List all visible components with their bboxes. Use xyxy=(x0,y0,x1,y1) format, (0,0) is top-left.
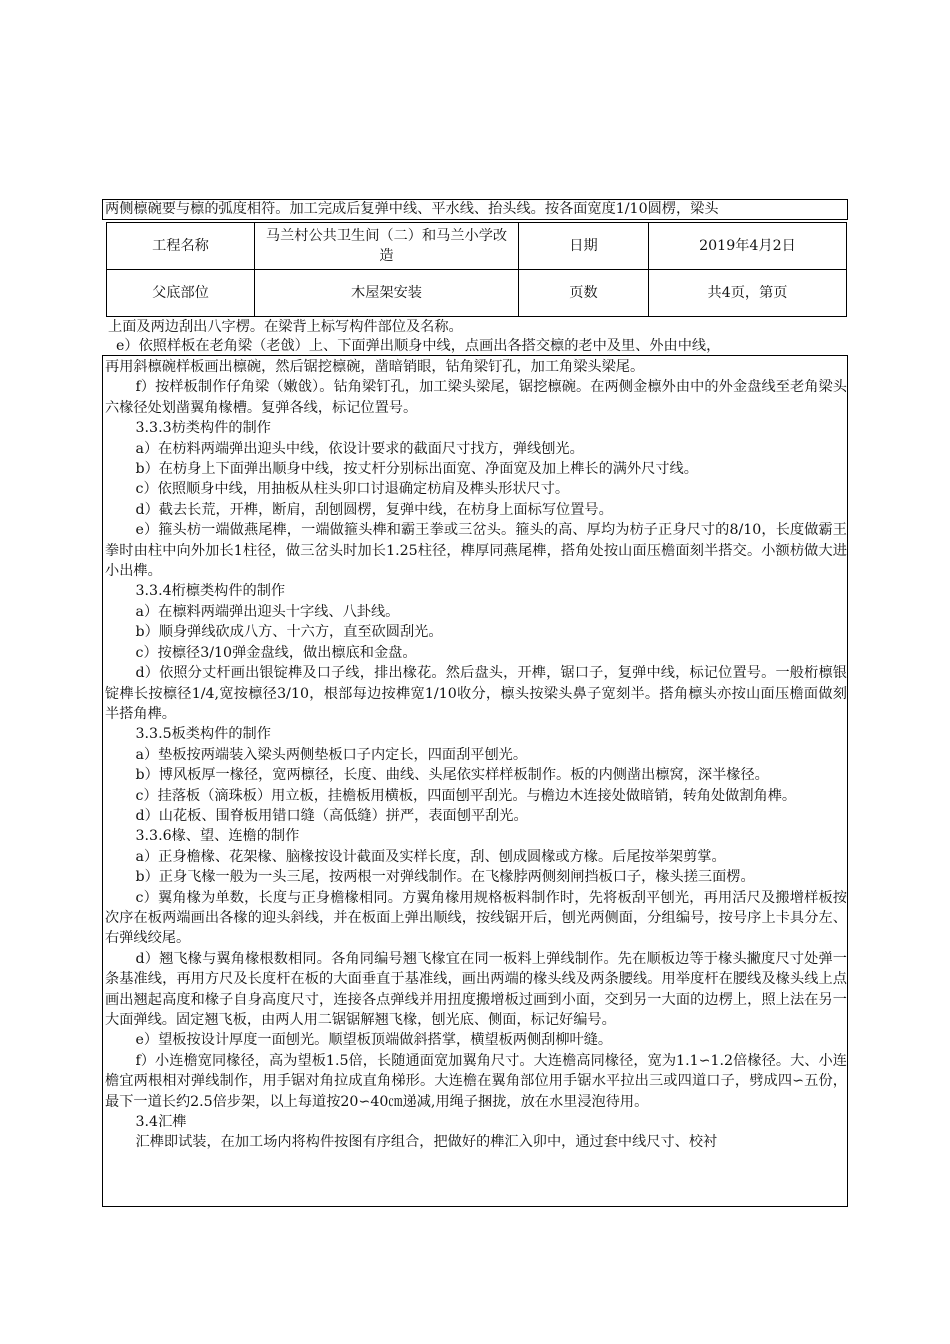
body-paragraph: a）垫板按两端装入梁头两侧垫板口子内定长，四面刮平刨光。 xyxy=(135,746,528,763)
body-paragraph: b）在枋身上下面弹出顺身中线，按丈杆分别标出面宽、净面宽及加上榫长的满外尺寸线。 xyxy=(135,461,698,478)
body-paragraph: a）在枋料两端弹出迎头中线，依设计要求的截面尺寸找方，弹线刨光。 xyxy=(135,440,584,457)
part-label: 父底部位 xyxy=(107,270,255,317)
project-name-value: 马兰村公共卫生间（二）和马兰小学改造 xyxy=(255,223,519,270)
body-paragraph: b）顺身弹线砍成八方、十六方，直至砍圆刮光。 xyxy=(135,624,443,641)
body-paragraph: b）博风板厚一椽径，宽两檩径，长度、曲线、头尾依实样样板制作。板的内侧凿出檩窝，深半椽径。 xyxy=(135,767,769,784)
body-paragraph: c）按檩径3/10弹金盘线，做出檩底和金盘。 xyxy=(135,644,417,661)
body-paragraph: 3.3.6椽、望、连檐的制作 xyxy=(135,828,300,845)
date-value: 2019年4月2日 xyxy=(649,223,847,270)
date-label: 日期 xyxy=(519,223,649,270)
part-value: 木屋架安装 xyxy=(255,270,519,317)
body-paragraph: f）小连檐宽同椽径，高为望板1.5倍，长随通面宽加翼角尺寸。大连檐高同椽径，宽为1.1∽1.2倍椽径。大、小连檐宜两根相对弹线制作，用手锯对角拉成直角梯形。大连檐在翼角部位用手锯水平拉出三或四道口子，劈成四∽五份，最下一道长约2.5倍步架，以上每道按20∽40㎝递减,用绳子捆拢，放在水里浸泡待用。 xyxy=(105,1052,847,1110)
body-paragraph: d）截去长荒，开榫，断肩，刮刨圆楞，复弹中线，在枋身上面标写位置号。 xyxy=(135,501,613,518)
page-count-label: 页数 xyxy=(519,270,649,317)
body-paragraph: d）山花板、围脊板用错口缝（高低缝）拼严，表面刨平刮光。 xyxy=(135,807,528,824)
body-paragraph: 3.4汇榫 xyxy=(135,1114,187,1131)
continued-text-line: 两侧檩碗要与檩的弧度相符。加工完成后复弹中线、平水线、抬头线。按各面宽度1/10圆楞，梁头 xyxy=(102,199,848,220)
body-paragraph: c）翼角椽为单数，长度与正身檐椽相同。方翼角椽用规格板料制作时，先将板刮平刨光，再用活尺及搬增样板按次序在板两端画出各椽的迎头斜线，并在板面上弹出顺线，按线锯开后，刨光两侧面，分组编号，按号序上卡具分左、右弹线绞尾。 xyxy=(105,889,847,947)
page-count-value: 共4页，第页 xyxy=(649,270,847,317)
between-line-1: 上面及两边刮出八字楞。在梁背上标写构件部位及名称。 xyxy=(108,319,463,335)
body-paragraph: 汇榫即试装，在加工场内将构件按图有序组合，把做好的榫汇入卯中，通过套中线尺寸、校衬 xyxy=(135,1134,718,1151)
body-paragraph: e）望板按设计厚度一面刨光。顺望板顶端做斜搭掌，横望板两侧刮柳叶缝。 xyxy=(135,1032,613,1049)
body-paragraph: c）挂落板（滴珠板）用立板，挂檐板用横板，四面刨平刮光。与檐边木连接处做暗销，转角处做割角榫。 xyxy=(135,787,797,804)
body-paragraph: 3.3.5板类构件的制作 xyxy=(135,726,271,743)
project-info-table xyxy=(106,222,847,317)
body-paragraph: a）正身檐椽、花架椽、脑椽按设计截面及实样长度，刮、刨成圆椽或方椽。后尾按举架剪掌。 xyxy=(135,848,726,865)
body-text-box xyxy=(102,355,848,1207)
body-paragraph: e）箍头枋一端做燕尾榫，一端做箍头榫和霸王拳或三岔头。箍头的高、厚均为枋子正身尺寸的8/10，长度做霸王拳时由柱中向外加长1柱径，做三岔头时加长1.25柱径，榫厚同燕尾榫，搭角处按山面压檐面刻半搭交。小额枋做大进小出榫。 xyxy=(105,522,847,580)
body-paragraph: 再用斜檩碗样板画出檩碗，然后锯挖檩碗，凿暗销眼，钻角梁钉孔，加工角梁头梁尾。 xyxy=(105,359,645,375)
body-paragraph: d）翘飞椽与翼角椽根数相同。各角同编号翘飞椽宜在同一板料上弹线制作。先在顺板边等于椽头撇度尺寸处弹一条基准线，再用方尺及长度杆在板的大面垂直于基准线，画出两端的椽头线及两条腰线。用举度杆在腰线及椽头线上点画出翘起高度和椽子自身高度尺寸，连接各点弹线并用扭度搬增板过画到小面，交到另一大面的边楞上，照上法在另一大面弹线。固定翘飞板，由两人用二锯锯解翘飞椽，刨光底、侧面，标记好编号。 xyxy=(105,950,847,1028)
between-line-2: e）依照样板在老角梁（老戗）上、下面弹出顺身中线，点画出各搭交檩的老中及里、外由中线， xyxy=(116,338,721,354)
body-paragraph: b）正身飞椽一般为一头三尾，按两根一对弹线制作。在飞椽脖两侧刻闸挡板口子，椽头搓三面楞。 xyxy=(135,869,755,886)
body-paragraph: 3.3.3枋类构件的制作 xyxy=(135,420,271,437)
body-paragraph: a）在檩料两端弹出迎头十字线、八卦线。 xyxy=(135,603,400,620)
body-paragraph: d）依照分丈杆画出银锭榫及口子线，排出椽花。然后盘头，开榫，锯口子，复弹中线，标记位置号。一般桁檩银锭榫长按檩径1/4,宽按檩径3/10，根部每边按榫宽1/10收分，檩头按梁头鼻子宽刻半。搭角檩头亦按山面压檐面做刻半搭角榫。 xyxy=(105,665,847,722)
body-paragraph: c）依照顺身中线，用抽板从柱头卯口讨退确定枋肩及榫头形状尺寸。 xyxy=(135,481,570,498)
project-name-label: 工程名称 xyxy=(107,223,255,270)
body-paragraph: 3.3.4桁檩类构件的制作 xyxy=(135,583,286,600)
body-paragraph: f）按样板制作仔角梁（嫩戗）。钻角梁钉孔，加工梁头梁尾，锯挖檩碗。在两侧金檩外由中的外金盘线至老角梁头六椽径处划凿翼角椽槽。复弹各线，标记位置号。 xyxy=(105,379,847,416)
